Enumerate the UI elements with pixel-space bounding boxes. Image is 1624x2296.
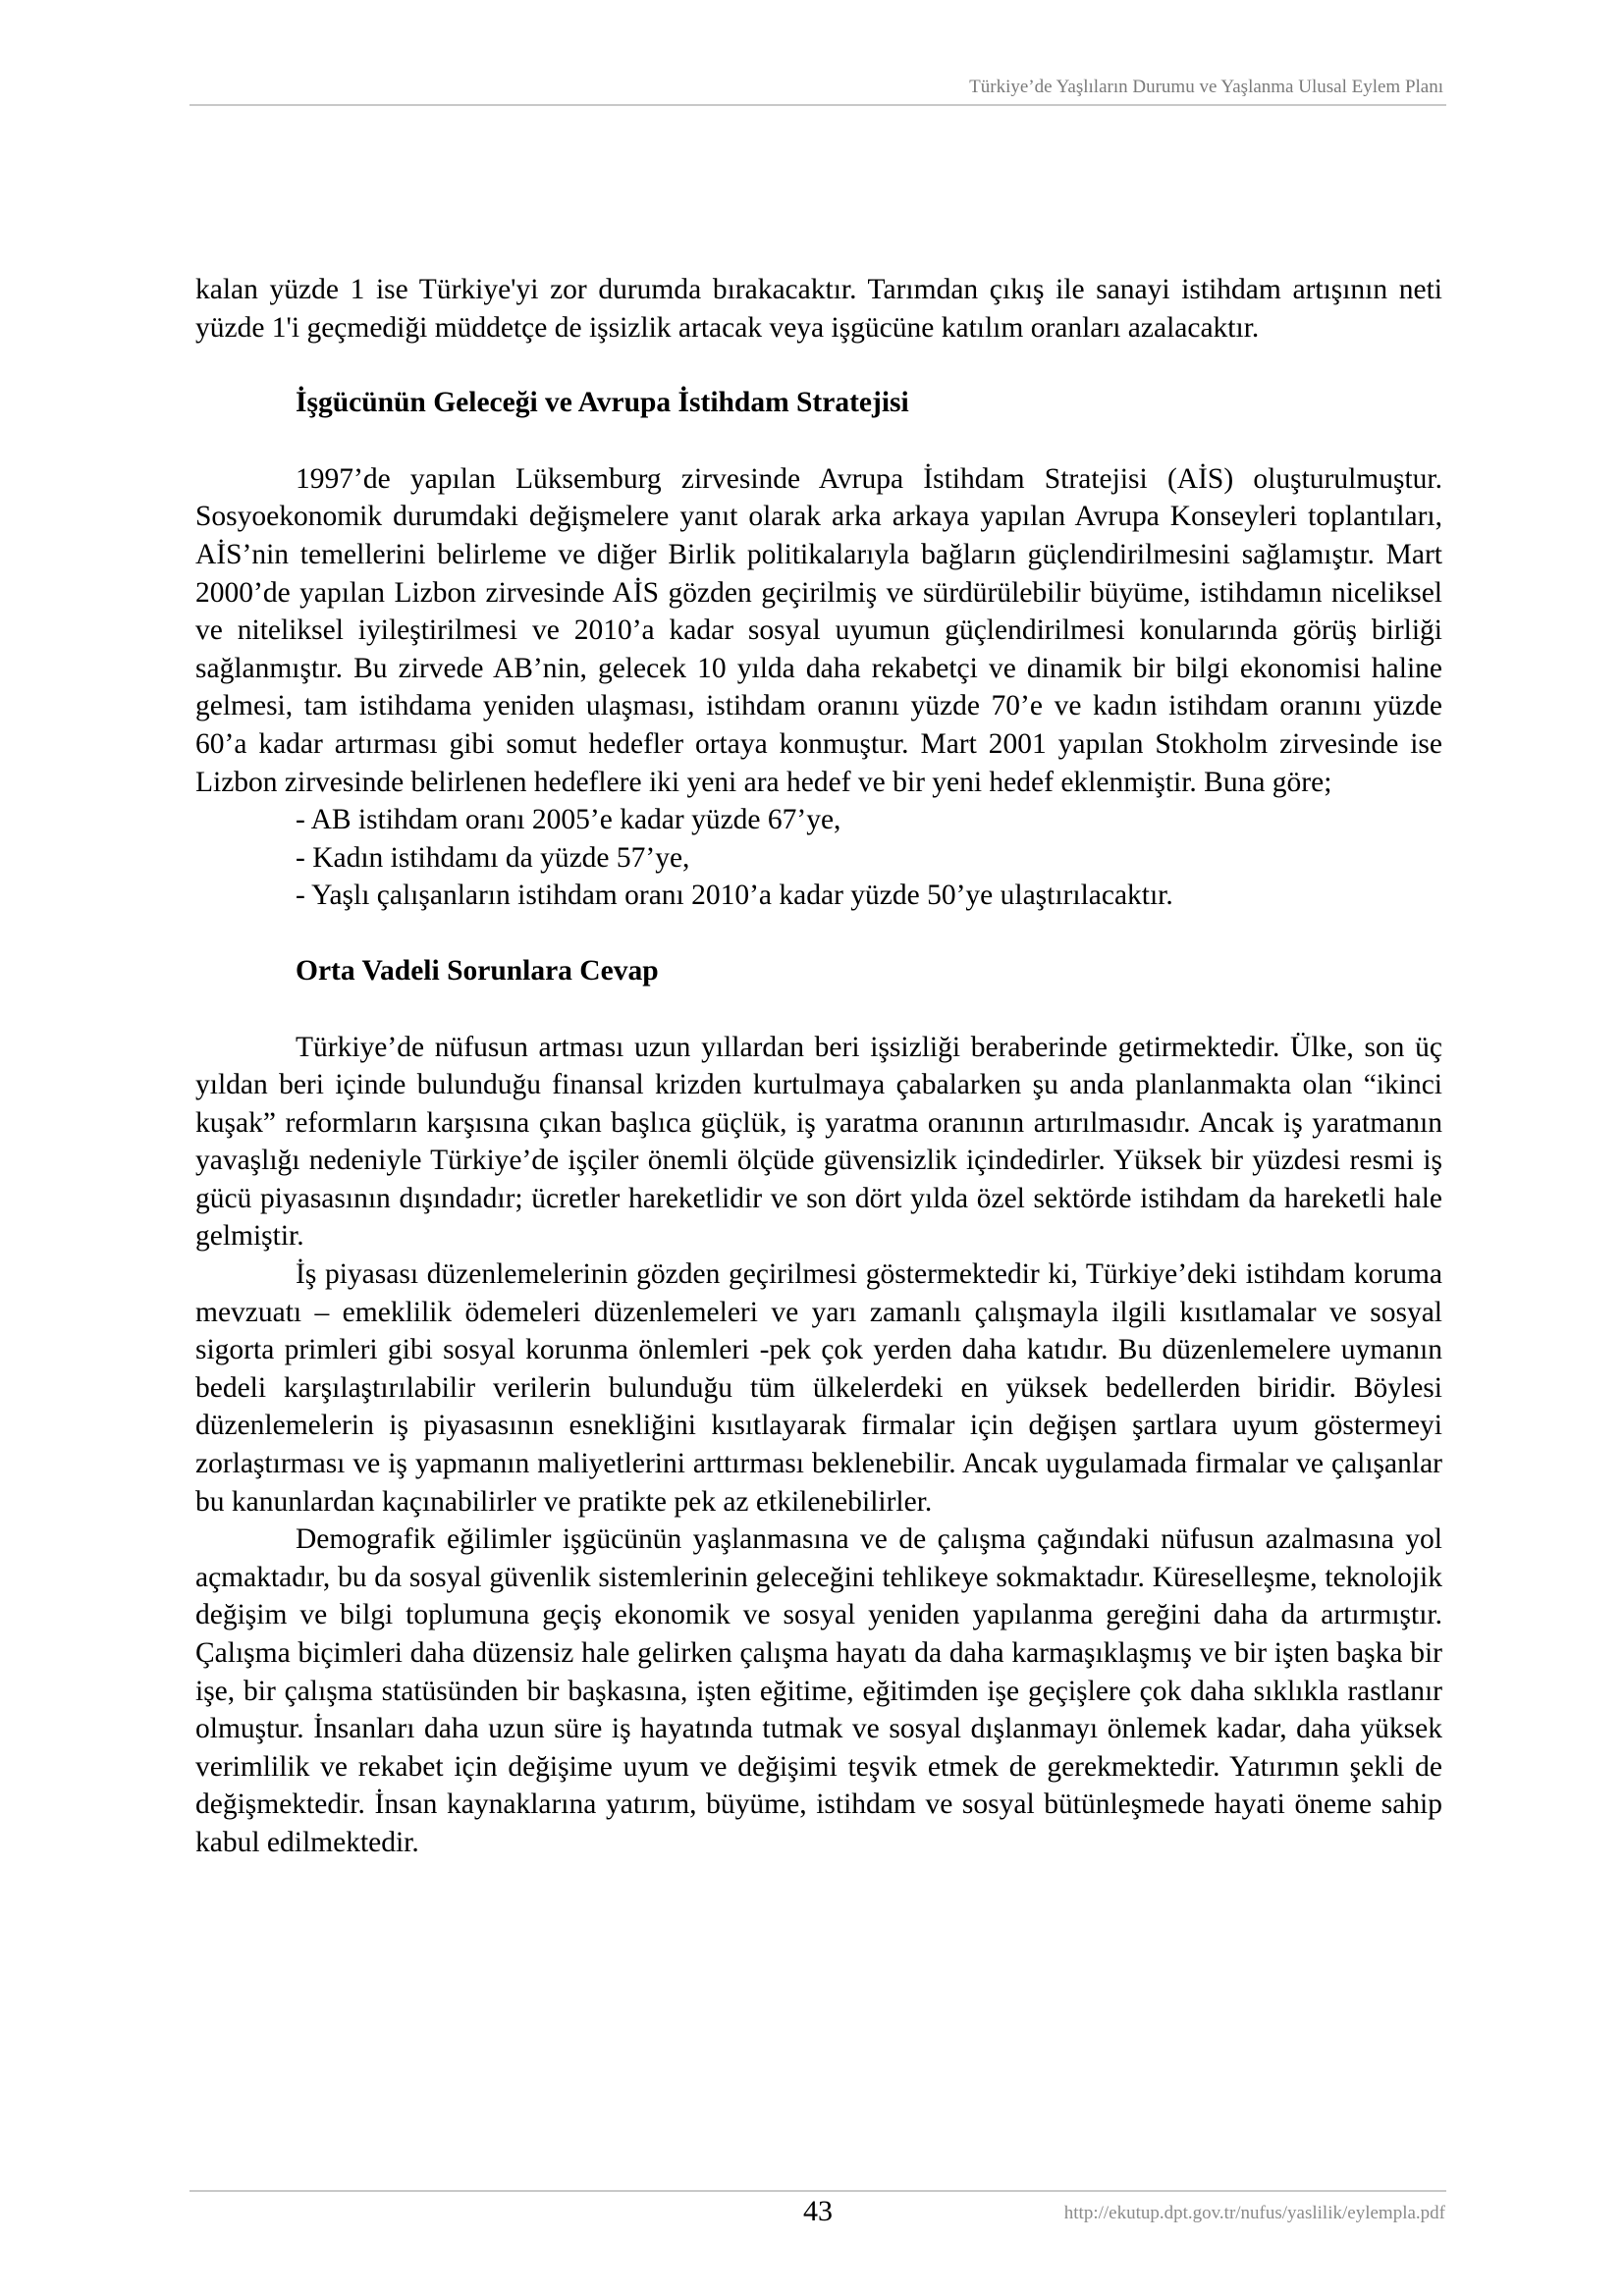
spacer (195, 422, 1442, 460)
running-header-title: Türkiye’de Yaşlıların Durumu ve Yaşlanma Ulusal Eylem Planı (969, 77, 1443, 97)
page-number: 43 (803, 2195, 833, 2227)
section1-paragraph: 1997’de yapılan Lüksemburg zirvesinde Avrupa İstihdam Stratejisi (AİS) oluşturulmuştur. Sosyoekonomik durumdaki değişmelere yanıt olarak arka arkaya yapılan Avrupa Konseyleri toplantıları, AİS’nin temellerini belirleme ve diğer Birlik politikalarıyla bağların güçlendirilmesini sağlamıştır. Mart 2000’de yapılan Lizbon zirvesinde AİS gözden geçirilmiş ve sürdürülebilir büyüme, istihdamın niceliksel ve niteliksel iyileştirilmesi ve 2010’a kadar sosyal uyumun güçlendirilmesi konularında görüş birliği sağlanmıştır. Bu zirvede AB’nin, gelecek 10 yılda daha rekabetçi ve dinamik bir bilgi ekonomisi haline gelmesi, tam istihdama yeniden ulaşması, istihdam oranını yüzde 70’e ve kadın istihdam oranını yüzde 60’a kadar artırması gibi somut hedefler ortaya konmuştur. Mart 2001 yapılan Stokholm zirvesinde ise Lizbon zirvesinde belirlenen hedeflere iki yeni ara hedef ve bir yeni hedef eklenmiştir. Buna göre; (195, 462, 1442, 798)
header-divider (189, 104, 1446, 106)
source-url: http://ekutup.dpt.gov.tr/nufus/yaslilik/eylempla.pdf (1063, 2203, 1445, 2223)
section2-paragraph-2: İş piyasası düzenlemelerinin gözden geçirilmesi göstermektedir ki, Türkiye’deki istihdam koruma mevzuatı – emeklilik ödemeleri düzenlemeleri ve yarı zamanlı çalışmayla ilgili kısıtlamalar ve sosyal sigorta primleri gibi sosyal korunma önlemleri -pek çok yerden daha katıdır. Bu düzenlemelere uymanın bedeli karşılaştırılabilir verilerin bulunduğu tüm ülkelerdeki en yüksek bedellerden biridir. Böylesi düzenlemelerin iş piyasasının esnekliğini kısıtlayarak firmalar için değişen şartlara uyum göstermeyi zorlaştırması ve iş yapmanın maliyetlerini arttırması beklenebilir. Ancak uygulamada firmalar ve çalışanlar bu kanunlardan kaçınabilirler ve pratikte pek az etkilenebilirler. (195, 1258, 1442, 1518)
section2-paragraph-1: Türkiye’de nüfusun artması uzun yıllardan beri işsizliği beraberinde getirmektedir. Ülke, son üç yıldan beri içinde bulunduğu finansal krizden kurtulmaya çabalarken şu anda planlanmakta olan “ikinci kuşak” reformların karşısına çıkan başlıca güçlük, iş yaratma oranının artırılmasıdır. Ancak iş yaratmanın yavaşlığı nedeniyle Türkiye’de işçiler önemli ölçüde güvensizlik içindedirler. Yüksek bir yüzdesi resmi iş gücü piyasasının dışındadır; ücretler hareketlidir ve son dört yılda özel sektörde istihdam da hareketli hale gelmiştir. (195, 1031, 1442, 1253)
list-item: - Kadın istihdamı da yüzde 57’ye, (296, 841, 690, 874)
list-item: - AB istihdam oranı 2005’e kadar yüzde 67’ye, (296, 804, 841, 836)
list-item: - Yaşlı çalışanların istihdam oranı 2010’a kadar yüzde 50’ye ulaştırılacaktır. (296, 880, 1173, 912)
section-heading-medium-term: Orta Vadeli Sorunlara Cevap (296, 954, 659, 987)
spacer (195, 347, 1442, 384)
intro-paragraph: kalan yüzde 1 ise Türkiye'yi zor durumda bırakacaktır. Tarımdan çıkış ile sanayi istihdam artışının neti yüzde 1'i geçmediği müddetçe de işsizlik artacak veya işgücüne katılım oranları azalacaktır. (195, 274, 1442, 344)
section-heading-labor-future: İşgücünün Geleceği ve Avrupa İstihdam Stratejisi (296, 387, 909, 419)
page-body (195, 271, 1442, 1862)
footer-divider (189, 2190, 1446, 2192)
spacer (195, 915, 1442, 952)
section2-paragraph-3: Demografik eğilimler işgücünün yaşlanmasına ve de çalışma çağındaki nüfusun azalmasına yol açmaktadır, bu da sosyal güvenlik sistemlerinin geleceğini tehlikeye sokmaktadır. Küreselleşme, teknolojik değişim ve bilgi toplumuna geçiş ekonomik ve sosyal yeniden yapılanma gereğini daha da artırmıştır. Çalışma biçimleri daha düzensiz hale gelirken çalışma hayatı da daha karmaşıklaşmış ve bir işten başka bir işe, bir çalışma statüsünden bir başkasına, işten eğitime, eğitimden işe geçişlere çok daha sıklıkla rastlanır olmuştur. İnsanları daha uzun süre iş hayatında tutmak ve sosyal dışlanmayı önlemek kadar, daha yüksek verimlilik ve rekabet için değişime uyum ve değişimi teşvik etmek de gerekmektedir. Yatırımın şekli de değişmektedir. İnsan kaynaklarına yatırım, büyüme, istihdam ve sosyal bütünleşmede hayati öneme sahip kabul edilmektedir. (195, 1523, 1442, 1858)
spacer (195, 990, 1442, 1029)
